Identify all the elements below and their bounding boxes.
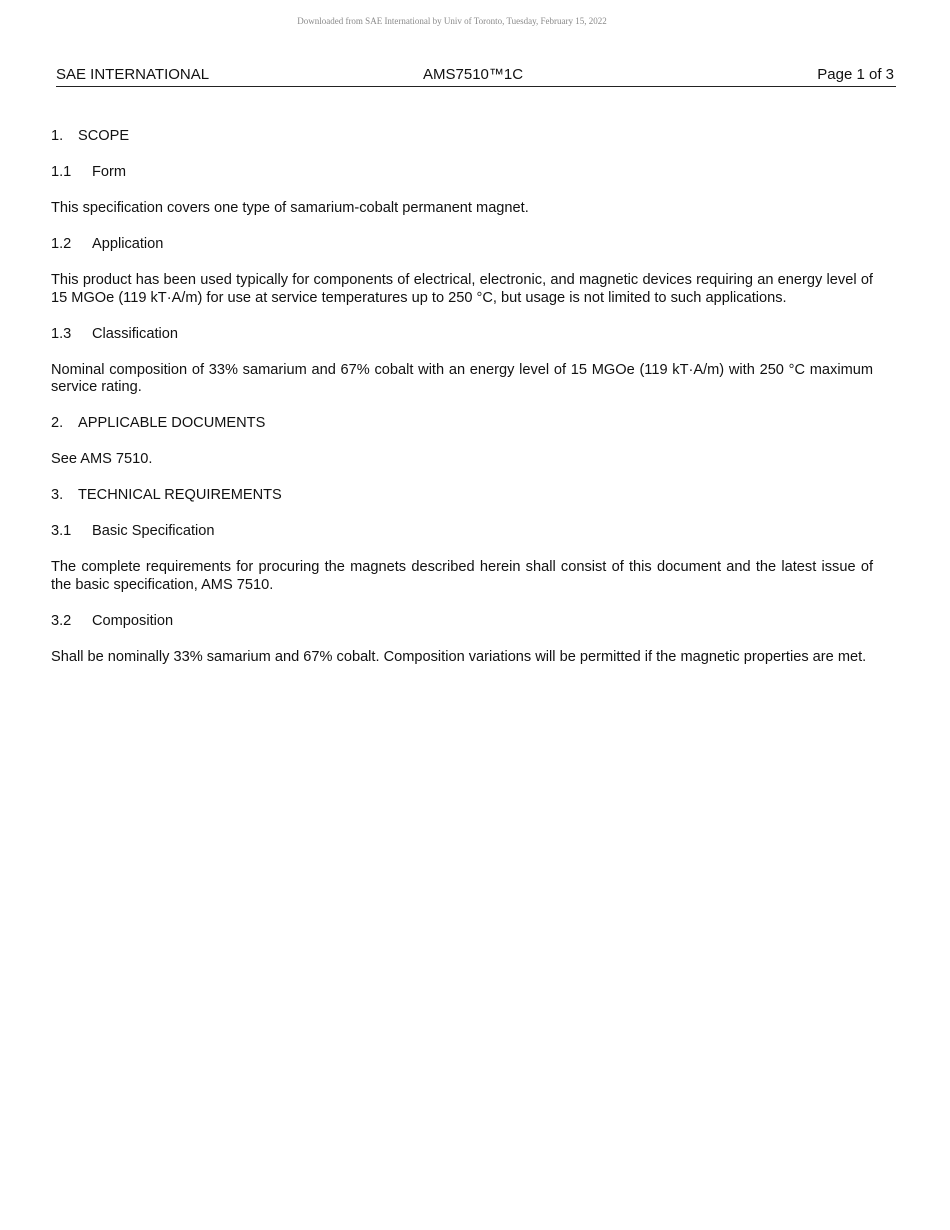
header-document-number: AMS7510™1C — [423, 66, 524, 83]
download-watermark: Downloaded from SAE International by Univ of Toronto, Tuesday, February 15, 2022 — [297, 16, 607, 26]
section-title: SCOPE — [78, 128, 130, 144]
section-heading-applicable-documents — [51, 415, 873, 433]
section-number: 1.1 — [51, 164, 72, 180]
document-body — [51, 128, 873, 685]
section-title: Basic Specification — [92, 523, 215, 539]
section-title: Application — [92, 236, 164, 252]
paragraph-classification: Nominal composition of 33% samarium and 67% cobalt with an energy level of 15 MGOe (119 kT·A/m) with 250 °C maximum service rating. — [51, 361, 873, 395]
header-page-number: Page 1 of 3 — [817, 66, 894, 83]
section-heading-composition — [51, 613, 873, 631]
section-title: APPLICABLE DOCUMENTS — [78, 415, 266, 431]
section-number: 3.1 — [51, 523, 72, 539]
section-heading-scope — [51, 128, 873, 146]
paragraph-form: This specification covers one type of samarium-cobalt permanent magnet. — [51, 200, 529, 216]
section-number: 2. — [51, 415, 64, 431]
section-number: 1. — [51, 128, 64, 144]
header-organization: SAE INTERNATIONAL — [56, 66, 210, 83]
section-heading-basic-specification — [51, 523, 873, 541]
paragraph-composition: Shall be nominally 33% samarium and 67% cobalt. Composition variations will be permitted if the magnetic properties are met. — [51, 648, 867, 665]
section-title: Composition — [92, 612, 174, 629]
section-number: 3.2 — [51, 612, 72, 629]
section-heading-technical-requirements — [51, 487, 873, 505]
section-heading-form — [51, 164, 873, 182]
section-title: TECHNICAL REQUIREMENTS — [78, 487, 282, 503]
section-number: 3. — [51, 487, 64, 503]
section-heading-application — [51, 236, 873, 254]
section-title: Form — [92, 164, 127, 180]
paragraph-application: This product has been used typically for components of electrical, electronic, and magnetic devices requiring an energy level of 15 MGOe (119 kT·A/m) for use at service temperatures up to 250 °C, but usage is not limited to such applications. — [51, 272, 873, 306]
section-heading-classification — [51, 326, 873, 344]
section-number: 1.3 — [51, 325, 72, 342]
section-title: Classification — [92, 325, 178, 342]
page-header — [56, 66, 896, 87]
section-number: 1.2 — [51, 236, 72, 252]
paragraph-basic-specification: The complete requirements for procuring the magnets described herein shall consist of this document and the latest issue of the basic specification, AMS 7510. — [51, 559, 873, 593]
paragraph-applicable-documents: See AMS 7510. — [51, 451, 153, 467]
